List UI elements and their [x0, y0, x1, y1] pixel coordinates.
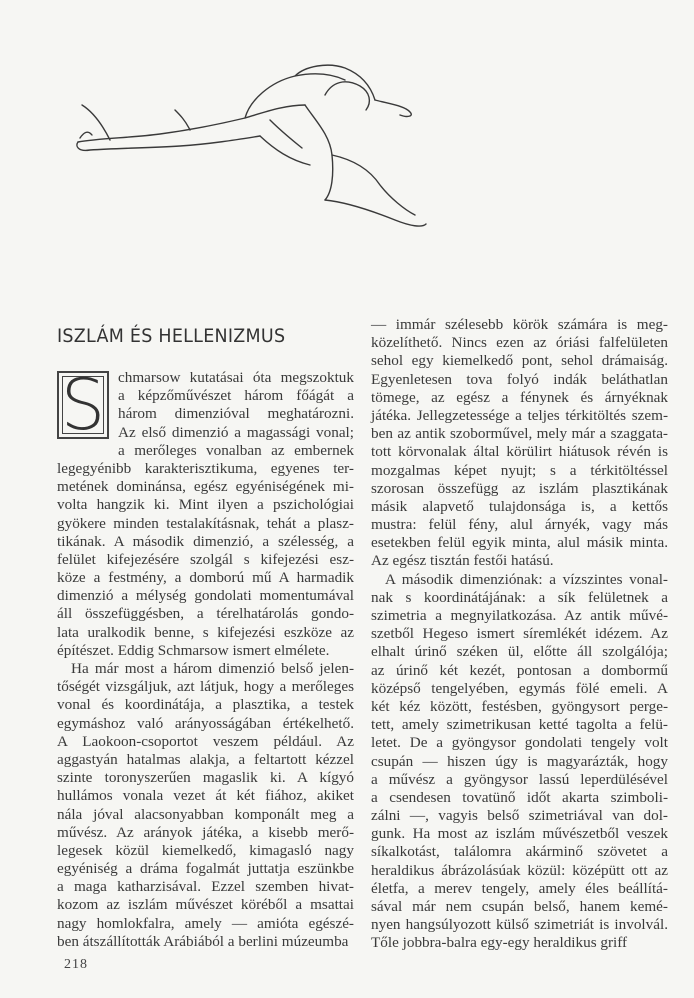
text-line: heraldikus ábrázolásúak közül: középütt ott az: [371, 861, 668, 879]
text-line: gyökere minden testalakításnak, tehát a plasz-: [57, 514, 354, 532]
text-line: esetekben felül egyik minta, alul másik minta.: [371, 534, 668, 552]
text-line: zálni —, vagyis belső szimetriával van dol-: [371, 807, 668, 825]
text-line: tőségét vizsgáljuk, azt látjuk, hogy a merőleges: [57, 678, 354, 696]
text-line: három dimenzióval meghatározni.: [118, 405, 354, 423]
text-line: játéka. Jellegzetessége a teljes térkitöltés szem-: [371, 406, 668, 424]
text-line: ben átszállították Arábiából a berlini múzeumba: [57, 932, 349, 950]
text-line: nála jóval alacsonyabban komponált meg a: [57, 805, 354, 823]
page-number: 218: [64, 957, 88, 972]
text-line: legesek közül kiemelkedő, kimagasló nagy: [57, 841, 354, 859]
text-line: nyen hangsúlyozott külső szimetriát is involvál.: [371, 916, 668, 934]
text-line: nak s koordinátájának: a sík felületnek a: [371, 588, 668, 606]
text-line: a csendesen tovatünő időt akarta szimboli-: [371, 788, 668, 806]
text-line: síkalkotást, találomra akárminő szövetet a: [371, 843, 668, 861]
text-line: nagy homlokfalra, amely — amióta egészé-: [57, 914, 354, 932]
text-line: metének dominánsa, egész egyéniségének mi-: [57, 478, 354, 496]
text-line: legegyénibb karakterisztikuma, egyenes ter-: [57, 459, 354, 477]
text-line: tikának. A második dimenzió, a szélesség, a: [57, 532, 354, 550]
article-title: ISZLÁM ÉS HELLENIZMUS: [57, 324, 286, 347]
text-line: tömege, az egész a fénynek és árnyéknak: [371, 388, 668, 406]
text-line: tott körvonalak által körülirt hiátusok révén is: [371, 443, 668, 461]
text-line: Az egész tisztán festői hatású.: [371, 552, 554, 570]
text-line: építészet. Eddig Schmarsow ismert elmélete.: [57, 641, 330, 659]
text-line: a merőleges vonalban az embernek: [118, 441, 354, 459]
text-line: letet. De a gyöngysor gondolati tengely volt: [371, 734, 668, 752]
text-line: egyéniség a dráma fogalmát juttatja eszünkbe: [57, 860, 354, 878]
text-line: vonal és koordinátája, a plasztika, a testek: [57, 696, 354, 714]
text-line: két kéz között, festésben, gyöngysort perge-: [371, 697, 668, 715]
text-line: középső tengelyében, egymás fölé emeli. A: [371, 679, 668, 697]
text-line: hullámos vonala vezet át két fiához, akiket: [57, 787, 354, 805]
text-line: sehol egy kiemelkedő pont, sehol drámaiság.: [371, 352, 668, 370]
text-line: szetből Hegeso ismert síremlékét idézem. Az: [371, 625, 668, 643]
text-line: közelíthető. Nincs ezen az óriási falfelületen: [371, 334, 668, 352]
text-line: volta hangzik ki. Mint ilyen a pszichológiai: [57, 496, 354, 514]
text-line: egymáshoz való arányosságában értékelhető.: [57, 714, 354, 732]
text-line: Ha már most a három dimenzió belső jelen-: [71, 660, 354, 677]
text-line: dimenzió a mélység gondolati momentumával: [57, 587, 354, 605]
text-line: szinte toronyszerűen magaslik ki. A kígyó: [57, 769, 354, 787]
text-line: életfa, a merev tengely, amely éles beállítá-: [371, 879, 668, 897]
text-line: Tőle jobbra-balra egy-egy heraldikus griff: [371, 934, 628, 952]
text-line: felület kifejezésére szolgál s kifejezési esz-: [57, 550, 354, 568]
text-line: A második dimenziónak: a vízszintes vonal-: [385, 570, 668, 588]
text-line: másik alapvető tulajdonsága is, a kettős: [371, 497, 668, 515]
left-text-column: [57, 364, 354, 951]
text-line: a maga katharzisával. Ezzel szemben hivat-: [57, 878, 354, 896]
wrestling-figures-illustration: [70, 60, 430, 235]
drop-cap-letter: S: [60, 364, 106, 446]
text-line: lata uralkodik benne, s kifejezési eszköze az: [57, 623, 354, 641]
text-line: A Laokoon-csoportot veszem például. Az: [57, 732, 354, 750]
text-line: elhalt úrinő széken ül, előtte áll szolgálója;: [371, 643, 668, 661]
text-line: az úrinő két kezét, pontosan a dombormű: [371, 661, 668, 679]
text-line: szimetria a megnyilatkozása. Az antik művé-: [371, 607, 668, 624]
text-line: csupán — hiszen úgy is magyarázták, hogy: [371, 752, 668, 770]
text-line: sával már nem csupán belső, hanem kemé-: [371, 898, 668, 915]
text-line: aggastyán hatalmas alakja, a feltartott kézzel: [57, 750, 354, 768]
text-line: — immár szélesebb körök számára is meg-: [371, 316, 668, 333]
right-text-column: [371, 316, 668, 953]
text-line: a képzőművészet három főágát a: [118, 387, 354, 405]
text-line: a művész a gyöngysor lassú leperdülésével: [371, 770, 668, 788]
text-line: mozgalmas képet nyujt; s a térkitöltéssel: [371, 461, 668, 479]
text-line: ben az antik szoborművel, mely már a szaggata-: [371, 425, 668, 443]
text-line: áll összefüggésben, a térelhatárolás gondo-: [57, 605, 354, 623]
text-line: szorosan összefügg az iszlám plasztikának: [371, 479, 668, 497]
text-line: Az első dimenzió a magassági vonal;: [118, 423, 354, 441]
text-line: chmarsow kutatásai óta megszoktuk: [118, 369, 354, 386]
text-line: köze a festmény, a domború mű A harmadik: [57, 569, 354, 587]
text-line: művész. Az arányok játéka, a kisebb merő-: [57, 823, 354, 841]
text-line: Egyenletesen tova folyó indák beláthatlan: [371, 370, 668, 388]
text-line: mustra: felül fény, alul árnyék, vagy más: [371, 516, 668, 534]
text-line: tett, amely szimetrikusan ketté tagolta a felü-: [371, 716, 668, 734]
text-line: gunk. Ha most az iszlám művészetből veszek: [371, 825, 668, 843]
text-line: kozom az iszlám művészet köréből a msattai: [57, 896, 354, 914]
